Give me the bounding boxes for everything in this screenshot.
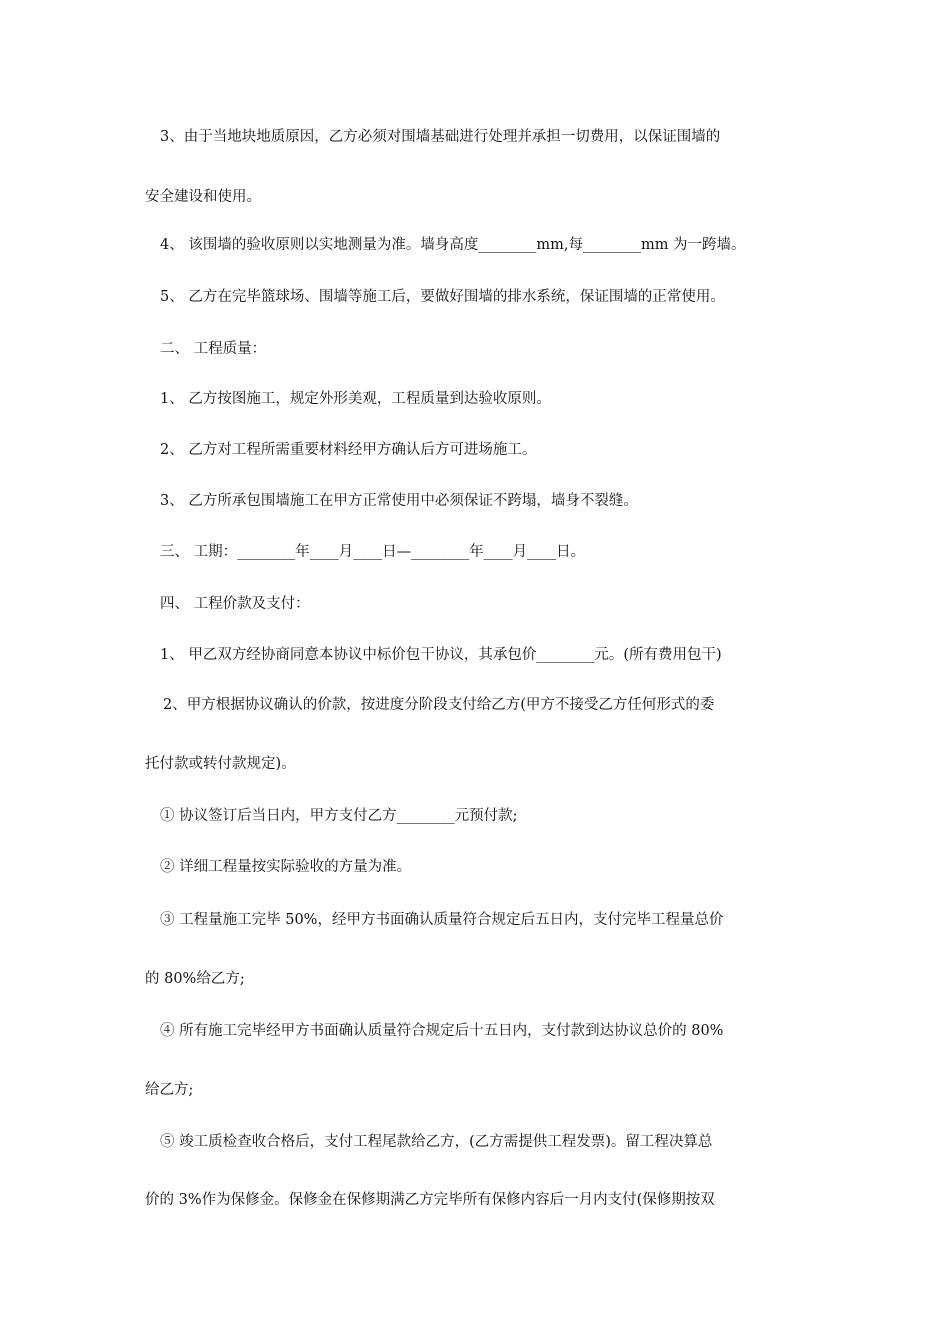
paragraph-line: 5、 乙方在完毕篮球场、围墙等施工后，要做好围墙的排水系统，保证围墙的正常使用。 xyxy=(160,289,725,305)
list-item: ① 协议签订后当日内，甲方支付乙方________元预付款; xyxy=(160,808,518,824)
paragraph-line: 1、 甲乙双方经协商同意本协议中标价包干协议，其承包价________元。(所有费用包干) xyxy=(160,647,722,663)
paragraph-line: 3、由于当地块地质原因，乙方必须对围墙基础进行处理并承担一切费用，以保证围墙的 xyxy=(160,129,721,145)
paragraph-line: 安全建设和使用。 xyxy=(145,189,261,205)
paragraph-line: 的 80%给乙方; xyxy=(145,971,245,987)
section-heading: 四、 工程价款及支付： xyxy=(160,596,310,612)
paragraph-line: 2、甲方根据协议确认的价款，按进度分阶段支付给乙方(甲方不接受乙方任何形式的委 xyxy=(163,697,715,713)
section-heading: 三、 工期：________年____月____日—________年____月____日。 xyxy=(160,544,586,560)
paragraph-line: 3、 乙方所承包围墙施工在甲方正常使用中必须保证不跨塌，墙身不裂缝。 xyxy=(160,493,638,509)
section-heading: 二、 工程质量： xyxy=(160,341,267,357)
paragraph-line: 2、 乙方对工程所需重要材料经甲方确认后方可进场施工。 xyxy=(160,442,537,458)
list-item: ③ 工程量施工完毕 50%，经甲方书面确认质量符合规定后五日内，支付完毕工程量总价 xyxy=(160,912,724,928)
paragraph-line: 4、 该围墙的验收原则以实地测量为准。墙身高度________mm,每________mm 为一跨墙。 xyxy=(160,237,746,253)
list-item: ④ 所有施工完毕经甲方书面确认质量符合规定后十五日内，支付款到达协议总价的 80% xyxy=(160,1023,724,1039)
list-item: ⑤ 竣工质检查收合格后，支付工程尾款给乙方，(乙方需提供工程发票)。留工程决算总 xyxy=(160,1134,713,1150)
paragraph-line: 1、 乙方按图施工，规定外形美观，工程质量到达验收原则。 xyxy=(160,391,551,407)
paragraph-line: 托付款或转付款规定)。 xyxy=(145,756,296,772)
paragraph-line: 给乙方; xyxy=(145,1082,194,1098)
list-item: ② 详细工程量按实际验收的方量为准。 xyxy=(160,859,412,875)
paragraph-line: 价的 3%作为保修金。保修金在保修期满乙方完毕所有保修内容后一月内支付(保修期按双 xyxy=(145,1192,715,1208)
